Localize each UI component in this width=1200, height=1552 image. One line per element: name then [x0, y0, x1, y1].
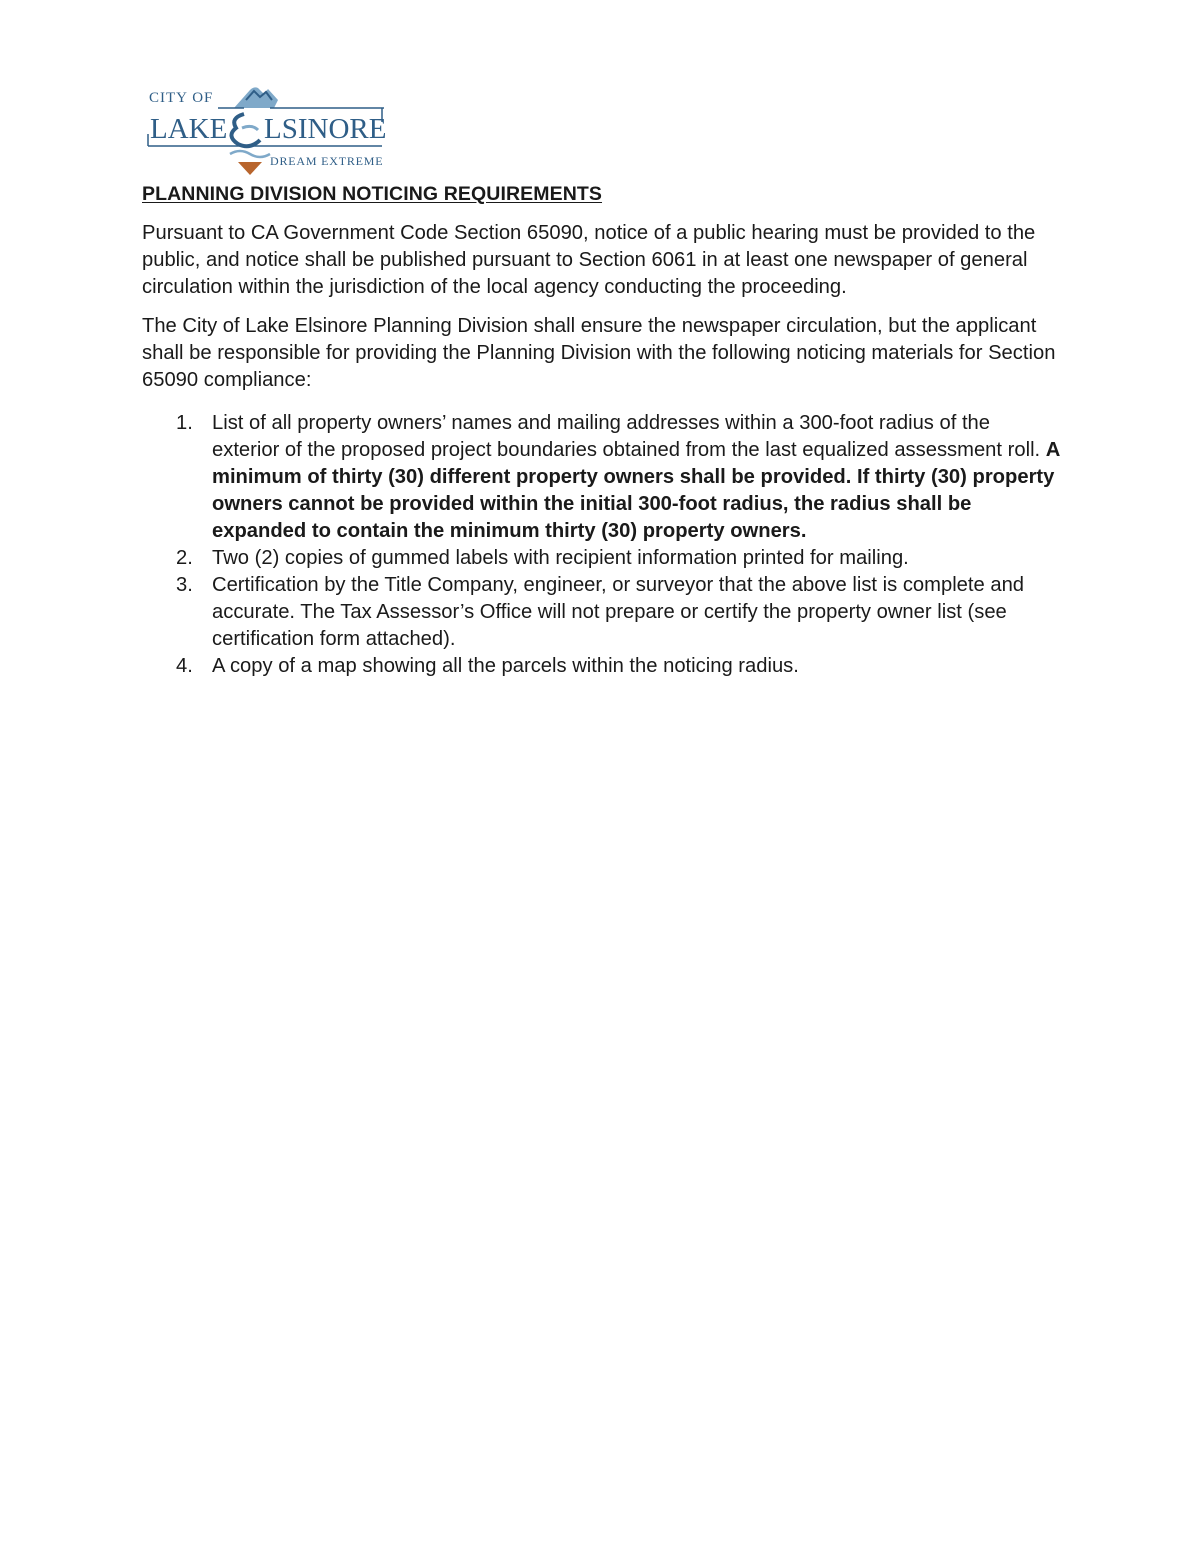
logo-name-left: LAKE: [150, 113, 228, 145]
list-item-text: A copy of a map showing all the parcels within the noticing radius.: [212, 655, 799, 677]
document-body: [142, 183, 1062, 680]
requirements-list: [142, 410, 1062, 680]
list-item: [142, 653, 1062, 680]
list-number: 4.: [176, 655, 193, 677]
wave-icon: [230, 151, 270, 157]
logo-tagline: DREAM EXTREME: [270, 154, 384, 168]
logo-e-emblem: [231, 114, 260, 146]
document-title: PLANNING DIVISION NOTICING REQUIREMENTS: [142, 183, 603, 205]
list-number: 3.: [176, 574, 193, 596]
paragraph-government-code: Pursuant to CA Government Code Section 65090, notice of a public hearing must be provided to the public, and notice shall be published pursuant to Section 6061 in at least one newspaper of general circulation within the jurisdiction of the local agency conducting the proceeding.: [142, 222, 1036, 298]
list-item-bold-text: A minimum of thirty (30) different property owners shall be provided. If thirty (30) property owners cannot be provided within the initial 300-foot radius, the radius shall be expanded to contain the minimum thirty (30) property owners.: [212, 439, 1060, 542]
list-item-text: List of all property owners’ names and mailing addresses within a 300-foot radius of the exterior of the proposed project boundaries obtained from the last equalized assessment roll.: [212, 412, 1046, 461]
paragraph-applicant-responsibility: The City of Lake Elsinore Planning Division shall ensure the newspaper circulation, but the applicant shall be responsible for providing the Planning Division with the following noticing materials for Section 65090 compliance:: [142, 315, 1056, 391]
logo-city-of: CITY OF: [149, 90, 214, 106]
orange-triangle-icon: [238, 162, 262, 175]
list-item: [142, 572, 1062, 653]
logo-name-right: LSINORE: [264, 113, 387, 145]
list-item-text: Certification by the Title Company, engineer, or surveyor that the above list is complete and accurate. The Tax Assessor’s Office will not prepare or certify the property owner list (see certification form attached).: [212, 574, 1025, 650]
list-item: [142, 545, 1062, 572]
city-logo: [146, 78, 390, 178]
list-item: [142, 410, 1062, 545]
list-number: 2.: [176, 547, 193, 569]
list-number: 1.: [176, 412, 193, 434]
list-item-text: Two (2) copies of gummed labels with recipient information printed for mailing.: [212, 547, 909, 569]
logo-graphic: [146, 78, 390, 178]
